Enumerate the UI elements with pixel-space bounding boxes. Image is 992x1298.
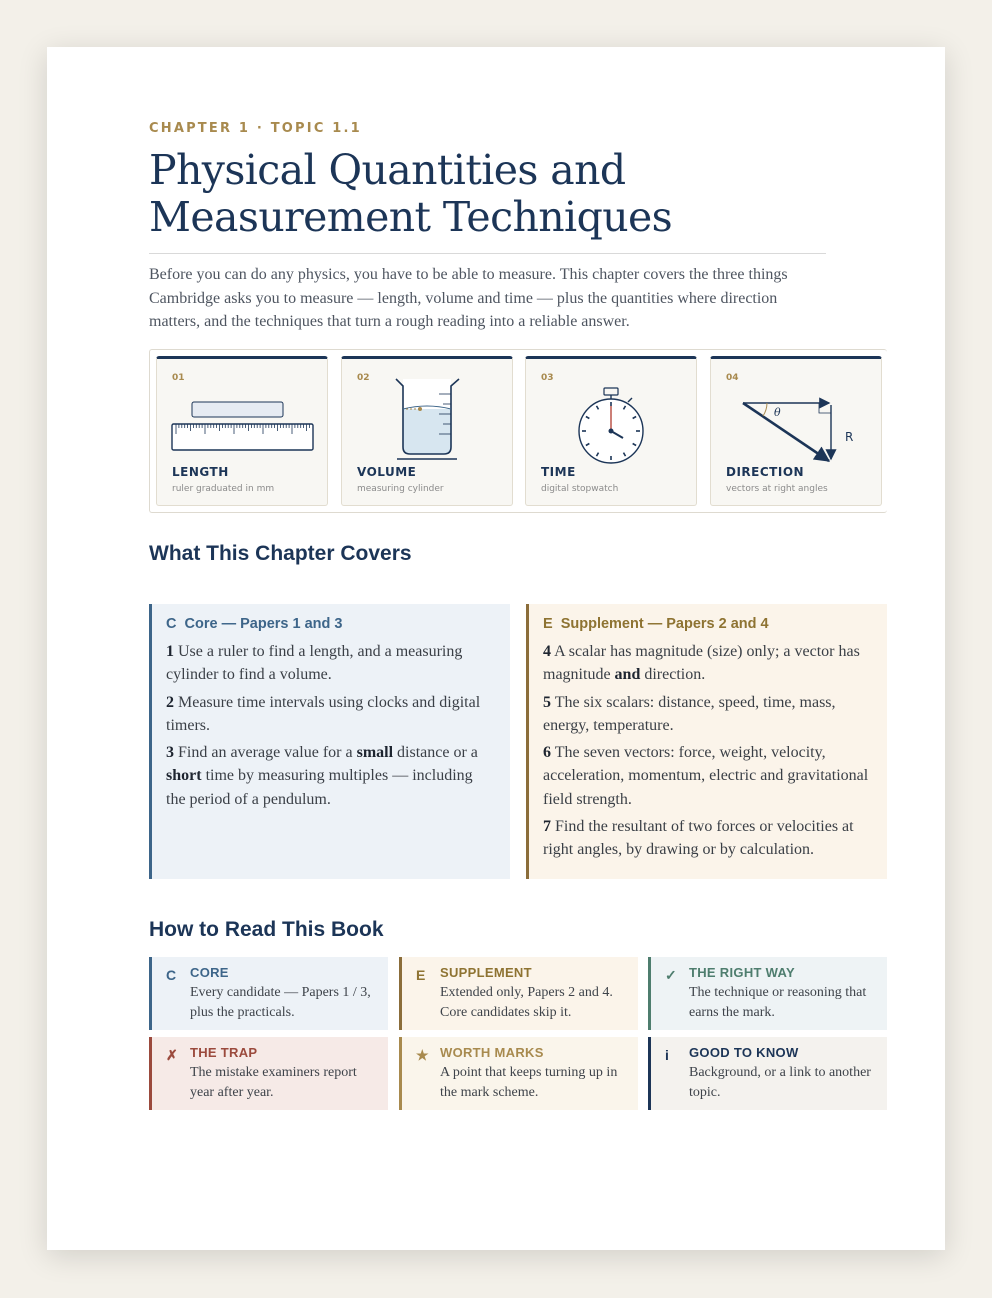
objective-text: Measure time intervals using clocks and digital timers. <box>166 693 481 734</box>
figure-card-time <box>525 356 697 506</box>
card-caption: digital stopwatch <box>541 484 619 494</box>
card-label: VOLUME <box>357 465 417 479</box>
legend-desc: Every candidate — Papers 1 / 3, plus the practicals. <box>190 985 371 1020</box>
objective-text: Find an average value for a <box>178 744 357 762</box>
objective-text: Use a ruler to find a length, and a measuring cylinder to find a volume. <box>166 643 463 684</box>
core-tag: C <box>166 616 177 632</box>
legend-title: WORTH MARKS <box>440 1045 544 1060</box>
card-number: 02 <box>357 373 370 383</box>
cross-icon: ✗ <box>166 1047 178 1063</box>
card-label: TIME <box>541 465 576 479</box>
supplement-tag: E <box>543 616 553 632</box>
card-caption: measuring cylinder <box>357 484 444 494</box>
chapter-kicker: CHAPTER 1 · TOPIC 1.1 <box>149 121 362 136</box>
objective-number: 2 <box>166 693 174 711</box>
figure-card-direction <box>710 356 882 506</box>
supplement-box-heading <box>543 616 873 632</box>
objective-text: A scalar has magnitude (size) only; a vector has magnitude <box>543 643 860 684</box>
objective-number: 4 <box>543 643 551 660</box>
emphasis: short <box>166 767 202 785</box>
objective-number: 7 <box>543 818 551 836</box>
core-box <box>149 604 510 879</box>
measurement-figure <box>149 349 887 513</box>
legend-right-way <box>648 957 887 1030</box>
card-label: LENGTH <box>172 465 229 479</box>
objective-text: The seven vectors: force, weight, velocity, acceleration, momentum, electric and gravitational field strength. <box>543 744 869 808</box>
legend-desc: The mistake examiners report year after year. <box>190 1065 357 1100</box>
legend-good-to-know <box>648 1037 887 1110</box>
legend-core <box>149 957 388 1030</box>
legend-title: THE RIGHT WAY <box>689 965 795 980</box>
objective-text: time by measuring multiples — including the period of a pendulum. <box>166 767 473 808</box>
legend-title: GOOD TO KNOW <box>689 1045 799 1060</box>
star-icon: ★ <box>416 1047 429 1063</box>
emphasis: and <box>614 666 641 684</box>
title-divider <box>149 253 826 254</box>
objective-item <box>543 741 873 811</box>
legend-supplement <box>399 957 638 1030</box>
objective-text: The six scalars: distance, speed, time, mass, energy, temperature. <box>543 693 836 734</box>
objective-number: 3 <box>166 744 174 762</box>
objective-item <box>543 815 873 862</box>
legend-title: THE TRAP <box>190 1045 258 1060</box>
objective-item <box>543 691 873 738</box>
supplement-title: Supplement — Papers 2 and 4 <box>560 616 769 632</box>
figure-card-length <box>156 356 328 506</box>
card-label: DIRECTION <box>726 465 805 479</box>
core-box-heading <box>166 616 496 632</box>
objective-item <box>166 741 496 811</box>
objective-text: distance or a <box>393 744 478 762</box>
legend-desc: Background, or a link to another topic. <box>689 1065 871 1100</box>
emphasis: small <box>356 744 394 762</box>
supplement-box <box>526 604 887 879</box>
objective-item <box>166 640 496 687</box>
legend-title: SUPPLEMENT <box>440 965 532 980</box>
page-title: Physical Quantities and Measurement Techniques <box>149 146 673 241</box>
card-number: 04 <box>726 373 739 383</box>
intro-paragraph: Before you can do any physics, you have to be able to measure. This chapter covers the three things Cambridge asks you to measure — length, volume and time — plus the quantities where direction matters, and the techniques that turn a rough reading into a reliable answer. <box>149 266 788 331</box>
objective-number: 1 <box>166 643 174 660</box>
card-number: 03 <box>541 373 554 383</box>
card-caption: ruler graduated in mm <box>172 484 275 494</box>
howto-heading: How to Read This Book <box>149 918 384 941</box>
page <box>47 47 945 1250</box>
objective-item <box>543 640 873 687</box>
legend-desc: The technique or reasoning that earns the mark. <box>689 985 867 1020</box>
objective-text: direction. <box>640 666 706 684</box>
card-number: 01 <box>172 373 185 383</box>
legend-trap <box>149 1037 388 1110</box>
supplement-icon: E <box>416 967 426 983</box>
legend-worth-marks <box>399 1037 638 1110</box>
info-icon: i <box>665 1047 669 1063</box>
objective-item <box>166 691 496 738</box>
objective-text: Find the resultant of two forces or velocities at right angles, by drawing or by calculation. <box>543 818 854 859</box>
covers-heading: What This Chapter Covers <box>149 542 412 565</box>
legend-desc: Extended only, Papers 2 and 4. Core candidates skip it. <box>440 985 613 1020</box>
core-icon: C <box>166 967 177 983</box>
core-title: Core — Papers 1 and 3 <box>184 616 343 632</box>
check-icon: ✓ <box>665 967 677 983</box>
figure-card-volume <box>341 356 513 506</box>
theta-label: θ <box>774 406 781 419</box>
objective-number: 6 <box>543 744 551 762</box>
objective-number: 5 <box>543 693 551 711</box>
resultant-label: R <box>845 430 854 444</box>
legend-desc: A point that keeps turning up in the mark scheme. <box>440 1065 618 1100</box>
card-caption: vectors at right angles <box>726 484 828 494</box>
legend-title: CORE <box>190 965 229 980</box>
